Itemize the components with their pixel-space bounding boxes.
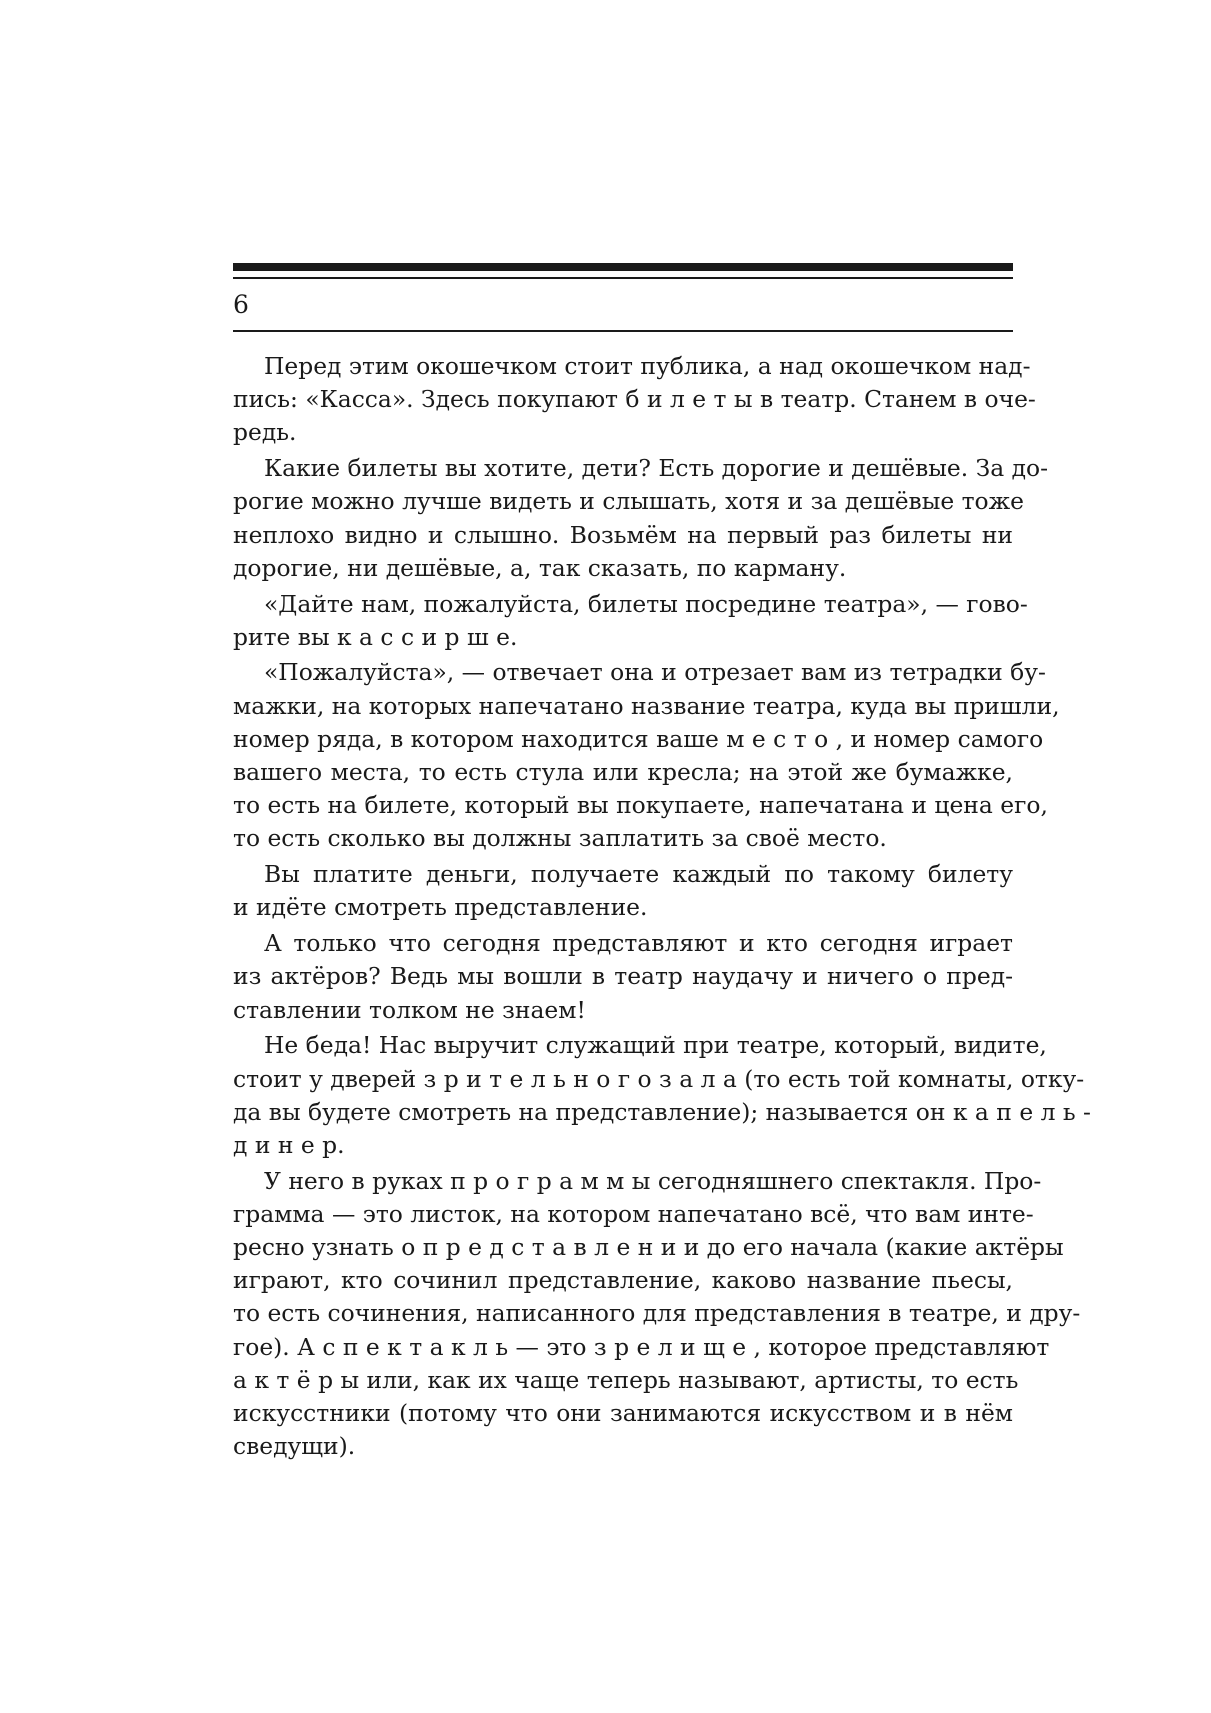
paragraph <box>233 350 1036 450</box>
text-line: то есть сколько вы должны заплатить за своё место. <box>233 824 887 853</box>
header-rule-bottom <box>233 330 1013 332</box>
text-line: Не беда! Нас выручит служащий при театре, который, видите, <box>264 1031 1047 1060</box>
paragraph <box>233 452 1048 585</box>
header-rule-thick <box>233 263 1013 271</box>
text-line: грамма — это листок, на котором напечатано всё, что вам инте- <box>233 1199 1034 1228</box>
text-line: мажки, на которых напечатано название театра, куда вы пришли, <box>233 691 1060 720</box>
text-line: неплохо видно и слышно. Возьмём на первый раз билеты ни <box>233 520 1013 549</box>
text-line: А только что сегодня представляют и кто сегодня играет <box>264 929 1013 958</box>
text-line: «Дайте нам, пожалуйста, билеты посредине театра», — гово- <box>264 589 1028 618</box>
paragraph <box>233 1165 1081 1464</box>
text-line: то есть на билете, который вы покупаете, напечатана и цена его, <box>233 791 1048 820</box>
paragraph <box>233 927 1013 1027</box>
text-line: а к т ё р ы или, как их чаще теперь называют, артисты, то есть <box>233 1365 1019 1394</box>
paragraph <box>233 656 1060 855</box>
text-line: сведущи). <box>233 1432 356 1461</box>
text-line: ставлении толком не знаем! <box>233 995 586 1024</box>
text-line: ресно узнать о п р е д с т а в л е н и и до его начала (какие актёры <box>233 1233 1064 1262</box>
text-line: вашего места, то есть стула или кресла; на этой же бумажке, <box>233 758 1013 787</box>
text-line: искусстники (потому что они занимаются искусством и в нём <box>233 1398 1013 1427</box>
body-text <box>233 350 1091 1463</box>
text-line: и идёте смотреть представление. <box>233 893 648 922</box>
text-line: редь. <box>233 418 297 447</box>
text-line: то есть сочинения, написанного для представления в театре, и дру- <box>233 1299 1081 1328</box>
text-line: Какие билеты вы хотите, дети? Есть дорогие и дешёвые. За до- <box>264 454 1048 483</box>
text-line: стоит у дверей з р и т е л ь н о г о з а л а (то есть той комнаты, отку- <box>233 1064 1085 1093</box>
text-line: д и н е р. <box>233 1130 345 1159</box>
header-rule-thin <box>233 277 1013 279</box>
text-line: да вы будете смотреть на представление); называется он к а п е л ь - <box>233 1097 1091 1126</box>
text-line: дорогие, ни дешёвые, а, так сказать, по карману. <box>233 553 847 582</box>
text-line: Перед этим окошечком стоит публика, а над окошечком над- <box>264 352 1031 380</box>
text-line: играют, кто сочинил представление, каково название пьесы, <box>233 1266 1013 1295</box>
paragraph <box>233 588 1028 654</box>
text-line: номер ряда, в котором находится ваше м е с т о , и номер самого <box>233 724 1044 753</box>
page-number: 6 <box>233 290 249 319</box>
text-line: из актёров? Ведь мы вошли в театр наудачу и ничего о пред- <box>233 962 1013 991</box>
text-line: рогие можно лучше видеть и слышать, хотя и за дешёвые тоже <box>233 487 1024 516</box>
text-line: У него в руках п р о г р а м м ы сегодняшнего спектакля. Про- <box>264 1166 1042 1195</box>
paragraph <box>233 1029 1091 1162</box>
text-line: рите вы к а с с и р ш е. <box>233 622 518 651</box>
text-line: гое). А с п е к т а к л ь — это з р е л и щ е , которое представляют <box>233 1332 1050 1361</box>
text-line: «Пожалуйста», — отвечает она и отрезает вам из тетрадки бу- <box>264 658 1046 687</box>
paragraph <box>233 858 1013 924</box>
text-line: Вы платите деньги, получаете каждый по такому билету <box>264 860 1013 889</box>
text-line: пись: «Касса». Здесь покупают б и л е т ы в театр. Станем в оче- <box>233 385 1036 414</box>
